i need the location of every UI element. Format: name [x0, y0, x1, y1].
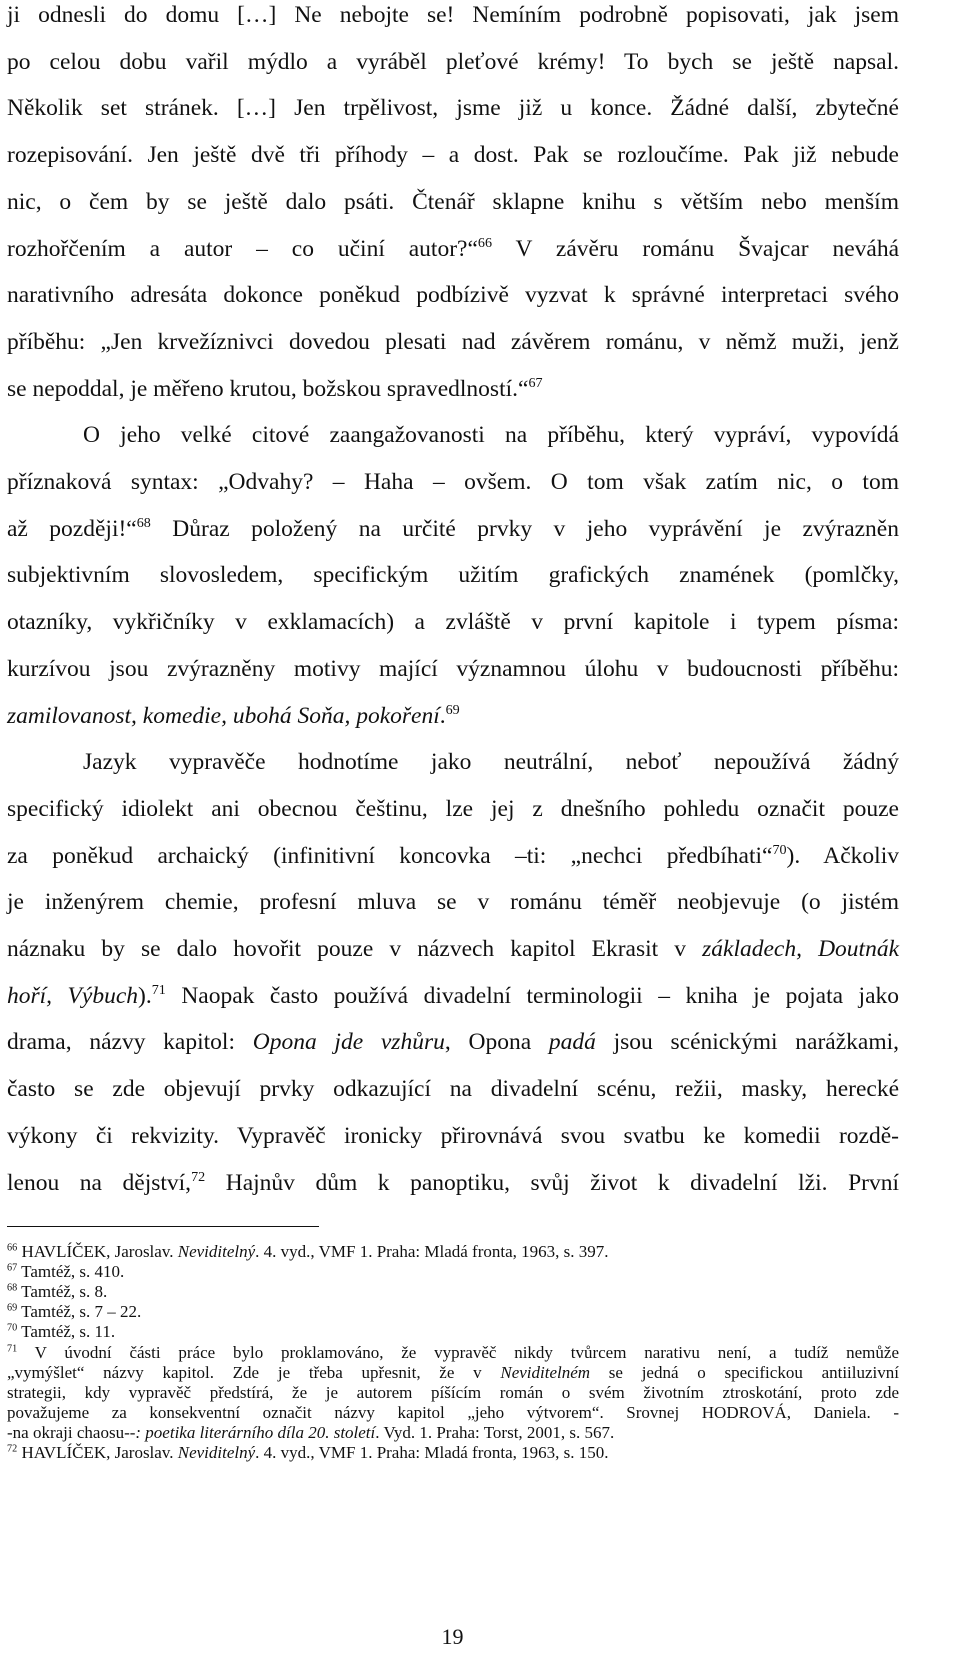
text-segment: ). [138, 982, 152, 1009]
text-segment: ). Ačkoliv [786, 842, 899, 869]
text-segment: . Vyd. 1. Praha: Torst, 2001, s. 567. [375, 1422, 615, 1442]
text-line [7, 1121, 899, 1151]
italic-text: hoří, Výbuch [7, 982, 139, 1009]
text-line [7, 1074, 899, 1104]
text-segment: -na okraji chaosu-- [7, 1422, 136, 1442]
text-segment: až později!“ [7, 515, 137, 542]
text-segment: rozepisování. Jen ještě dvě tři příhody – a dost. Pak se rozloučíme. Pak již nebude [7, 142, 899, 169]
text-line [7, 934, 899, 964]
text-segment: je inženýrem chemie, profesní mluva se v románu téměř neobjevuje (o jistém [7, 889, 899, 916]
text-segment: Naopak často používá divadelní terminologii – kniha je pojata jako [165, 982, 899, 1009]
text-segment: po celou dobu vařil mýdlo a vyráběl pleťové krémy! To bych se ještě napsal. [7, 48, 899, 75]
text-line [7, 280, 899, 310]
text-segment: ji odnesli do domu […] Ne nebojte se! Nemíním podrobně popisovati, jak jsem [7, 2, 899, 28]
text-segment: . [439, 702, 446, 729]
text-segment: nic, o čem by se ještě dalo psáti. Čtenář sklapne knihu s větším nebo menším [7, 188, 899, 215]
italic-text: Neviditelném [500, 1362, 591, 1382]
footnote-line [7, 1302, 899, 1322]
text-segment: se nepoddal, je měřeno krutou, božskou spravedlností.“ [7, 375, 529, 402]
italic-text: padá [548, 1029, 596, 1056]
text-line [7, 187, 899, 217]
text-line [83, 747, 899, 777]
text-segment: Důraz položený na určité prvky v jeho vyprávění je zvýrazněn [150, 515, 899, 542]
footnote-ref: 71 [151, 981, 166, 998]
text-segment: . 4. vyd., VMF 1. Praha: Mladá fronta, 1963, s. 150. [255, 1443, 609, 1462]
text-line [7, 467, 899, 497]
text-segment: za poněkud archaický (infinitivní koncovka –ti: „nechci předbíhati“ [7, 842, 773, 869]
text-line [7, 0, 899, 30]
text-line [7, 607, 899, 637]
footnote-line [7, 1322, 899, 1342]
text-segment: „vymýšlet“ názvy kapitol. Zde je třeba upřesnit, že v [7, 1362, 501, 1382]
text-segment: HAVLÍČEK, Jaroslav. [17, 1242, 178, 1261]
text-segment: výkony či rekvizity. Vypravěč ironicky přirovnává svou svatbu ke komedii rozdě- [7, 1122, 899, 1149]
footnote-ref: 70 [7, 1322, 18, 1334]
text-segment: lenou na dějství, [7, 1169, 192, 1196]
footnote-ref: 72 [191, 1168, 206, 1185]
footnote-ref: 70 [772, 841, 787, 858]
italic-text: Opona jde vzhůru [252, 1029, 445, 1056]
text-segment: se jedná o specifickou antiiluzivní [590, 1362, 899, 1382]
text-line [7, 887, 899, 917]
text-segment: otazníky, vykřičníky v exklamacích) a zvláště v první kapitole i typem písma: [7, 609, 899, 636]
text-line [7, 1027, 899, 1057]
footnote-ref: 69 [445, 701, 460, 718]
text-line [7, 794, 899, 824]
italic-text: základech, Doutnák [702, 936, 900, 962]
footnote-line [7, 1262, 899, 1282]
footnote-ref: 68 [7, 1282, 18, 1294]
text-segment: Tamtéž, s. 7 – 22. [17, 1302, 142, 1322]
text-segment: kurzívou jsou zvýrazněny motivy mající významnou úlohu v budoucnosti příběhu: [7, 655, 899, 682]
footnote-line [7, 1343, 899, 1363]
footnote-line [7, 1242, 899, 1262]
text-segment: narativního adresáta dokonce poněkud podbízivě vyzvat k správné interpretaci svého [7, 282, 899, 309]
text-segment: V úvodní části práce bylo proklamováno, že vypravěč nikdy tvůrcem narativu není, a tudíž nemůže [17, 1342, 899, 1362]
text-segment: HAVLÍČEK, Jaroslav. [17, 1443, 178, 1462]
text-line [7, 47, 899, 77]
footnote-line [7, 1282, 899, 1302]
text-line [7, 841, 899, 871]
italic-text: Neviditelný [177, 1443, 256, 1462]
text-line [7, 93, 899, 123]
text-segment: subjektivním slovosledem, specifickým užitím grafických znamének (pomlčky, [7, 562, 899, 589]
italic-text: : poetika literárního díla 20. století [135, 1422, 376, 1442]
text-segment: Tamtéž, s. 11. [17, 1322, 116, 1342]
text-segment: Tamtéž, s. 410. [17, 1262, 125, 1282]
italic-text: Neviditelný [177, 1242, 256, 1261]
text-segment: Tamtéž, s. 8. [17, 1282, 108, 1302]
text-segment: V závěru románu Švajcar neváhá [492, 235, 900, 262]
text-segment: , Opona [444, 1029, 549, 1056]
footnote-ref: 67 [528, 374, 543, 391]
footnote-ref: 72 [7, 1443, 18, 1455]
text-segment: příznaková syntax: „Odvahy? – Haha – ovšem. O tom však zatím nic, o tom [7, 469, 899, 495]
footnote-separator [7, 1226, 319, 1227]
text-segment: rozhořčením a autor – co učiní autor?“ [7, 235, 478, 262]
text-line [7, 514, 899, 544]
text-line [7, 654, 899, 684]
footnote-ref: 68 [136, 514, 151, 531]
text-segment: často se zde objevují prvky odkazující na divadelní scénu, režii, masky, herecké [7, 1076, 899, 1103]
text-segment: specifický idiolekt ani obecnou češtinu, lze jej z dnešního pohledu označit pouze [7, 795, 899, 822]
footnote-line [7, 1383, 899, 1403]
text-segment: . 4. vyd., VMF 1. Praha: Mladá fronta, 1963, s. 397. [255, 1242, 609, 1261]
footnote-line [7, 1403, 899, 1423]
text-line [7, 140, 899, 170]
text-segment: drama, názvy kapitol: [7, 1029, 253, 1056]
page-number: 19 [441, 1624, 464, 1649]
text-segment: Několik set stránek. […] Jen trpělivost, jsme již u konce. Žádné další, zbytečné [7, 95, 899, 122]
footnote-line [7, 1443, 899, 1463]
footnote-line [7, 1423, 899, 1443]
text-line [83, 420, 899, 450]
text-line [7, 560, 899, 590]
text-line [7, 327, 899, 357]
text-segment: Hajnův dům k panoptiku, svůj život k divadelní lži. První [205, 1169, 899, 1196]
text-line [7, 234, 899, 264]
text-segment: považujeme za konsekventní označit názvy kapitol „jeho výtvorem“. Srovnej HODROVÁ, Daniela. - [7, 1402, 899, 1422]
text-segment: jsou scénickými narážkami, [595, 1029, 900, 1056]
text-segment: příběhu: „Jen krvežíznivci dovedou plesati nad závěrem románu, v němž muži, jenž [7, 328, 899, 355]
text-segment: strategii, kdy vypravěč předstírá, že je autorem píšícím román o svém životním ztroskotání, proto zde [7, 1382, 899, 1402]
footnote-ref: 66 [477, 234, 492, 251]
text-line [7, 1168, 899, 1198]
text-line [7, 701, 899, 731]
text-line [7, 374, 899, 404]
footnote-line [7, 1363, 899, 1383]
footnote-ref: 67 [7, 1262, 18, 1274]
text-segment: náznaku by se dalo hovořit pouze v názvech kapitol Ekrasit v [7, 936, 703, 962]
text-line [7, 981, 899, 1011]
footnote-ref: 66 [7, 1242, 18, 1254]
footnote-ref: 69 [7, 1302, 18, 1314]
italic-text: zamilovanost, komedie, ubohá Soňa, pokoření [7, 702, 440, 729]
footnote-ref: 71 [7, 1342, 18, 1354]
text-segment: O jeho velké citové zaangažovanosti na příběhu, který vypráví, vypovídá [83, 422, 899, 449]
text-segment: Jazyk vypravěče hodnotíme jako neutrální, neboť nepoužívá žádný [83, 749, 899, 776]
